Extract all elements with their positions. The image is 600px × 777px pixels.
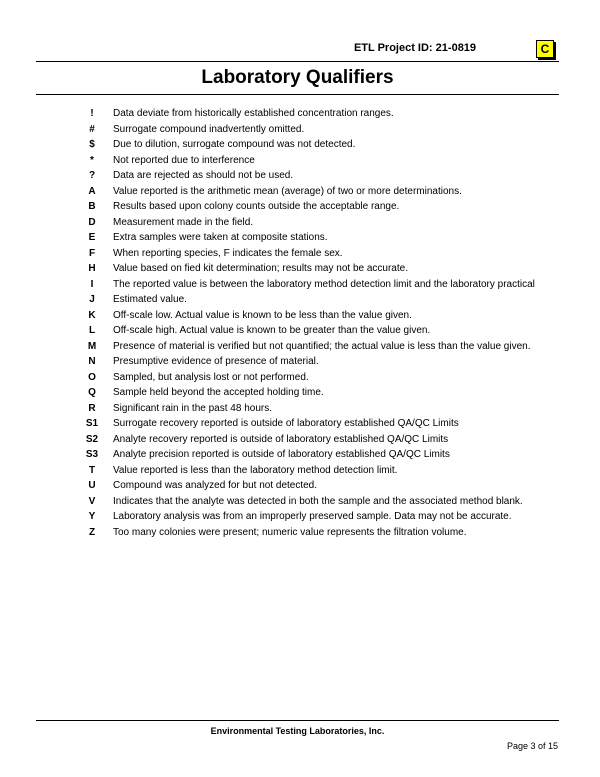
qualifier-row bbox=[78, 509, 568, 525]
qualifier-description: Measurement made in the field. bbox=[113, 216, 254, 228]
qualifier-description: Laboratory analysis was from an improperly preserved sample. Data may not be accurate. bbox=[113, 511, 512, 522]
qualifier-row bbox=[78, 106, 568, 122]
project-id bbox=[300, 41, 530, 55]
page-title: Laboratory Qualifiers bbox=[201, 67, 394, 88]
qualifier-row bbox=[78, 230, 568, 246]
qualifier-list bbox=[78, 106, 568, 540]
qualifier-row bbox=[78, 292, 568, 308]
qualifier-row bbox=[78, 447, 568, 463]
qualifier-code: U bbox=[88, 480, 96, 491]
qualifier-row bbox=[78, 525, 568, 541]
qualifier-description: Value reported is the arithmetic mean (average) of two or more determinations. bbox=[113, 185, 462, 197]
qualifier-row bbox=[78, 261, 568, 277]
qualifier-code: S2 bbox=[85, 433, 99, 445]
qualifier-row bbox=[78, 246, 568, 262]
qualifier-description: Indicates that the analyte was detected in both the sample and the associated method blank. bbox=[113, 495, 523, 507]
project-id-label: ETL Project ID: bbox=[353, 42, 433, 54]
qualifier-code: ? bbox=[88, 170, 96, 181]
qualifier-description: Presumptive evidence of presence of material. bbox=[113, 356, 319, 367]
qualifier-code: Q bbox=[88, 387, 96, 398]
qualifier-description: Presence of material is verified but not quantified; the actual value is less than the value given. bbox=[113, 340, 531, 352]
qualifier-code: A bbox=[88, 185, 96, 197]
qualifier-code: M bbox=[87, 340, 97, 352]
qualifier-code: I bbox=[90, 278, 94, 290]
qualifier-description: When reporting species, F indicates the female sex. bbox=[113, 247, 343, 259]
qualifier-code: Z bbox=[88, 526, 96, 538]
qualifier-description: Sample held beyond the accepted holding time. bbox=[113, 387, 324, 398]
title-divider bbox=[36, 94, 559, 95]
qualifier-row bbox=[78, 463, 568, 479]
qualifier-description: Extra samples were taken at composite stations. bbox=[113, 232, 328, 243]
company-name: Environmental Testing Laboratories, Inc. bbox=[210, 726, 385, 736]
qualifier-row bbox=[78, 494, 568, 510]
qualifier-code: # bbox=[89, 123, 95, 135]
qualifier-row bbox=[78, 184, 568, 200]
qualifier-row bbox=[78, 370, 568, 386]
qualifier-row bbox=[78, 323, 568, 339]
qualifier-code: R bbox=[88, 402, 96, 414]
header-divider bbox=[36, 61, 559, 62]
qualifier-description: Off-scale high. Actual value is known to be greater than the value given. bbox=[113, 325, 431, 336]
qualifier-row bbox=[78, 416, 568, 432]
qualifier-row bbox=[78, 122, 568, 138]
qualifier-code: L bbox=[88, 325, 96, 336]
qualifier-code: * bbox=[90, 154, 94, 166]
qualifier-row bbox=[78, 137, 568, 153]
page-number: Page 3 of 15 bbox=[506, 741, 558, 751]
qualifier-description: Due to dilution, surrogate compound was not detected. bbox=[113, 139, 356, 150]
qualifier-code: S1 bbox=[85, 418, 99, 429]
qualifier-code: Y bbox=[88, 511, 96, 522]
qualifier-description: Compound was analyzed for but not detected. bbox=[113, 480, 318, 491]
qualifier-code: $ bbox=[89, 139, 95, 150]
qualifier-row bbox=[78, 478, 568, 494]
qualifier-row bbox=[78, 339, 568, 355]
qualifier-description: Results based upon colony counts outside the acceptable range. bbox=[113, 201, 400, 212]
qualifier-description: Too many colonies were present; numeric value represents the filtration volume. bbox=[113, 526, 467, 538]
qualifier-code: J bbox=[89, 294, 95, 305]
footer-divider bbox=[36, 720, 559, 721]
qualifier-row bbox=[78, 277, 568, 293]
qualifier-row bbox=[78, 215, 568, 231]
qualifier-description: Off-scale low. Actual value is known to be less than the value given. bbox=[113, 309, 412, 321]
qualifier-code: S3 bbox=[85, 449, 99, 460]
qualifier-description: Analyte recovery reported is outside of laboratory established QA/QC Limits bbox=[113, 433, 449, 445]
qualifier-code: T bbox=[88, 464, 96, 476]
qualifier-row bbox=[78, 432, 568, 448]
qualifier-code: V bbox=[88, 495, 96, 507]
qualifier-code: ! bbox=[90, 108, 94, 119]
qualifier-row bbox=[78, 354, 568, 370]
qualifier-description: Value reported is less than the laboratory method detection limit. bbox=[113, 464, 398, 476]
qualifier-description: Significant rain in the past 48 hours. bbox=[113, 402, 272, 414]
qualifier-description: Data are rejected as should not be used. bbox=[113, 170, 294, 181]
qualifier-row bbox=[78, 401, 568, 417]
qualifier-code: B bbox=[88, 201, 96, 212]
qualifier-code: N bbox=[88, 356, 96, 367]
qualifier-row bbox=[78, 168, 568, 184]
qualifier-code: E bbox=[88, 232, 96, 243]
qualifier-row bbox=[78, 385, 568, 401]
qualifier-description: The reported value is between the laboratory method detection limit and the laboratory practical bbox=[113, 278, 535, 290]
qualifier-description: Surrogate recovery reported is outside of laboratory established QA/QC Limits bbox=[113, 418, 459, 429]
qualifier-description: Value based on fied kit determination; results may not be accurate. bbox=[113, 263, 408, 274]
qualifier-description: Analyte precision reported is outside of laboratory established QA/QC Limits bbox=[113, 449, 450, 460]
qualifier-code: K bbox=[88, 309, 96, 321]
qualifier-code: H bbox=[88, 263, 96, 274]
qualifier-description: Data deviate from historically established concentration ranges. bbox=[113, 108, 394, 119]
qualifier-row bbox=[78, 199, 568, 215]
qualifier-code: D bbox=[88, 216, 96, 228]
project-id-value: 21-0819 bbox=[435, 42, 477, 54]
document-badge: C bbox=[536, 40, 554, 58]
qualifier-code: F bbox=[88, 247, 96, 259]
qualifier-row bbox=[78, 153, 568, 169]
qualifier-description: Not reported due to interference bbox=[113, 154, 255, 166]
qualifier-description: Sampled, but analysis lost or not performed. bbox=[113, 371, 309, 383]
qualifier-description: Estimated value. bbox=[113, 294, 187, 305]
qualifier-row bbox=[78, 308, 568, 324]
qualifier-description: Surrogate compound inadvertently omitted. bbox=[113, 123, 305, 135]
qualifier-code: O bbox=[88, 371, 96, 383]
